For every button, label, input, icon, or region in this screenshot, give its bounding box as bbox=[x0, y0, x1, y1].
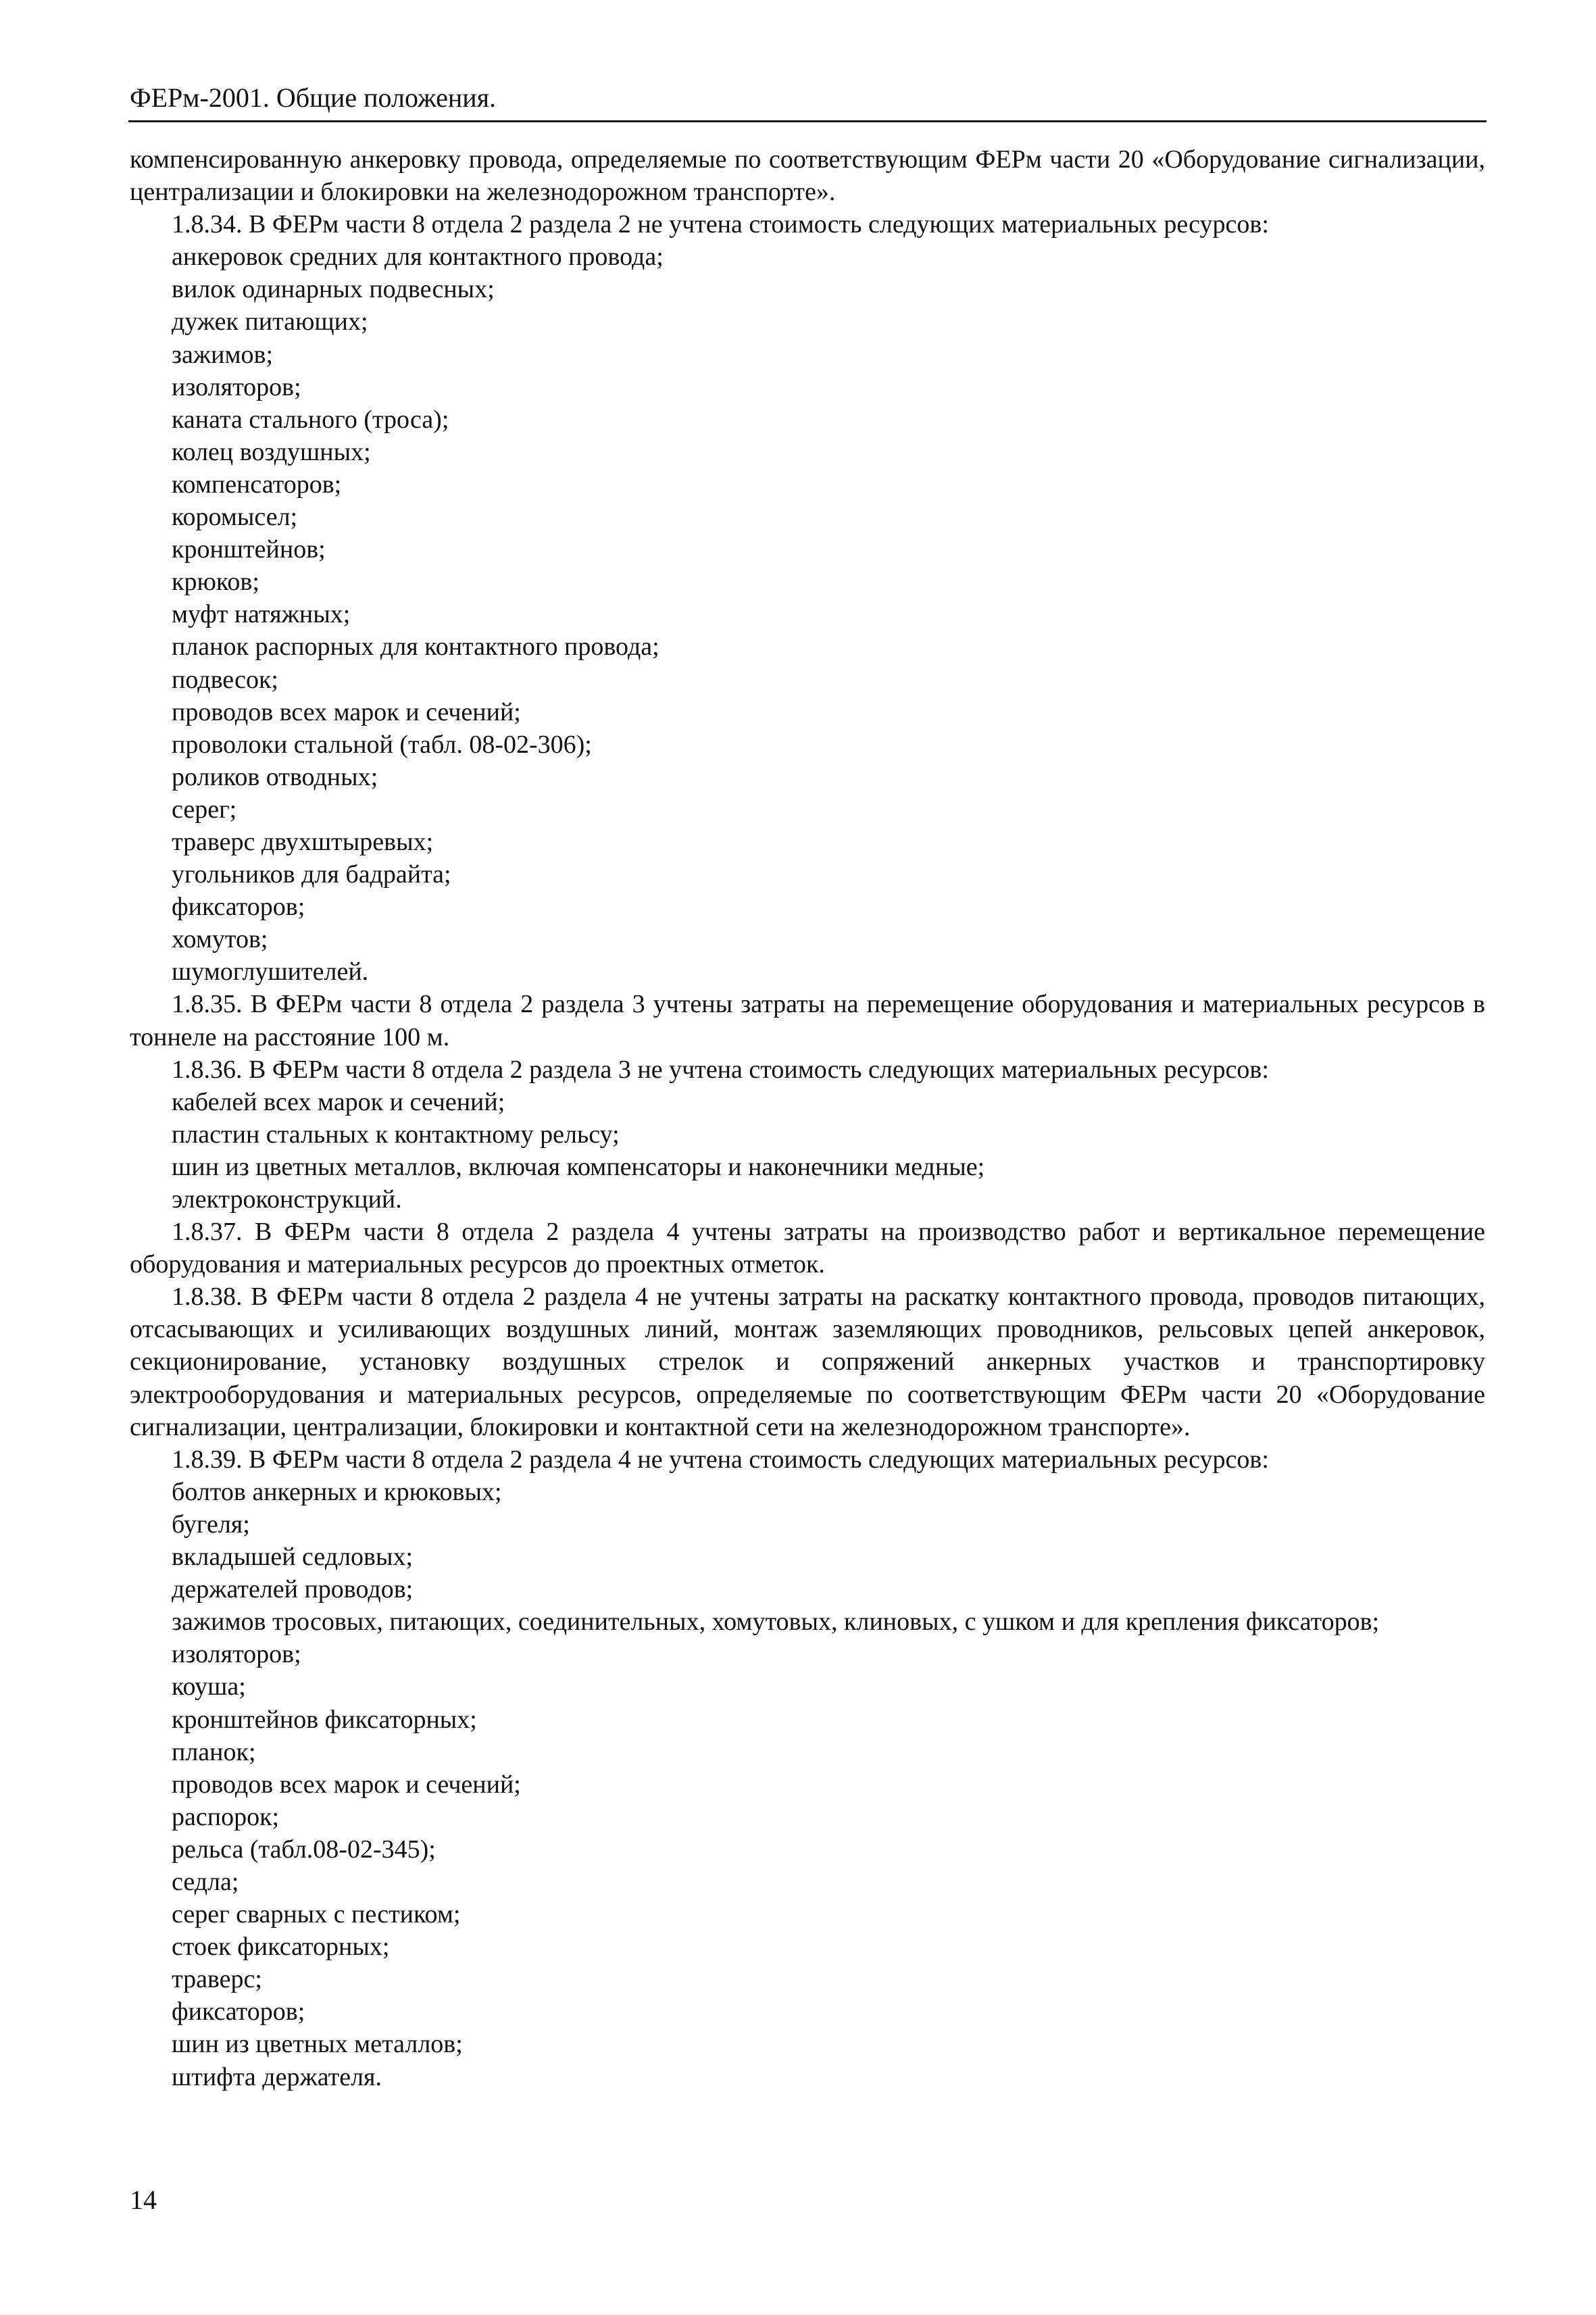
list-item: держателей проводов; bbox=[172, 1575, 414, 1604]
list-item: рельса (табл.08-02-345); bbox=[172, 1835, 436, 1864]
clause-1-8-37: 1.8.37. В ФЕРм части 8 отдела 2 раздела 4 учтены затраты на производство работ и вертикальное перемещение оборудования и материальных ресурсов до проектных отметок. bbox=[130, 1218, 1485, 1279]
list-item: шумоглушителей. bbox=[172, 957, 369, 987]
list-item: проводов всех марок и сечений; bbox=[172, 697, 521, 726]
list-item: планок распорных для контактного провода; bbox=[172, 632, 659, 662]
list-item: траверс двухштыревых; bbox=[172, 827, 434, 856]
list-item: вилок одинарных подвесных; bbox=[172, 275, 495, 304]
list-item: изоляторов; bbox=[172, 1640, 301, 1669]
clause-1-8-38: 1.8.38. В ФЕРм части 8 отдела 2 раздела 4 не учтены затраты на раскатку контактного провода, проводов питающих, отсасывающих и усиливающих воздушных линий, монтаж заземляющих проводников, рельсовых цепей анкеровок, секционирование, установку воздушных стрелок и сопряжений анкерных участков и транспортировку электрооборудования и материальных ресурсов, определяемые по соответствующим ФЕРм части 20 «Оборудование сигнализации, централизации, блокировки и контактной сети на железнодорожном транспорте». bbox=[130, 1283, 1485, 1441]
list-item: проводов всех марок и сечений; bbox=[172, 1770, 521, 1799]
list-item: распорок; bbox=[172, 1802, 280, 1831]
list-item: анкеровок средних для контактного провода; bbox=[172, 243, 664, 272]
clause-1-8-35: 1.8.35. В ФЕРм части 8 отдела 2 раздела 3 учтены затраты на перемещение оборудования и материальных ресурсов в тоннеле на расстояние 100 м. bbox=[130, 990, 1485, 1051]
clause-1-8-34: 1.8.34. В ФЕРм части 8 отдела 2 раздела 2 не учтена стоимость следующих материальных ресурсов: bbox=[172, 210, 1269, 239]
list-item: болтов анкерных и крюковых; bbox=[172, 1477, 502, 1506]
list-item: муфт натяжных; bbox=[172, 600, 351, 629]
list-item-wrapped: зажимов тросовых, питающих, соединительных, хомутовых, клиновых, с ушком и для крепления фиксаторов; bbox=[172, 1608, 1380, 1637]
page-body bbox=[130, 143, 1485, 2093]
list-item: бугеля; bbox=[172, 1510, 250, 1539]
clause-1-8-36: 1.8.36. В ФЕРм части 8 отдела 2 раздела 3 не учтена стоимость следующих материальных ресурсов: bbox=[172, 1055, 1269, 1084]
list-item: серег; bbox=[172, 795, 237, 824]
list-item: стоек фиксаторных; bbox=[172, 1933, 390, 1962]
list-item: шин из цветных металлов, включая компенсаторы и наконечники медные; bbox=[172, 1152, 985, 1181]
list-item: фиксаторов; bbox=[172, 893, 305, 922]
list-item: колец воздушных; bbox=[172, 437, 371, 466]
list-item: подвесок; bbox=[172, 665, 278, 694]
list-item: пластин стальных к контактному рельсу; bbox=[172, 1120, 620, 1149]
list-item: кронштейнов фиксаторных; bbox=[172, 1705, 477, 1734]
list-item: коромысел; bbox=[172, 503, 298, 532]
list-item: зажимов; bbox=[172, 340, 274, 369]
list-item: седла; bbox=[172, 1867, 239, 1896]
list-item: угольников для бадрайта; bbox=[172, 860, 451, 889]
running-header: ФЕРм-2001. Общие положения. bbox=[130, 82, 497, 113]
page-number: 14 bbox=[130, 2185, 157, 2215]
header-rule bbox=[128, 120, 1487, 122]
list-item: каната стального (троса); bbox=[172, 405, 449, 434]
list-item: шин из цветных металлов; bbox=[172, 2030, 463, 2059]
list-item: кронштейнов; bbox=[172, 535, 326, 564]
clause-1-8-39-list bbox=[130, 1476, 1485, 2093]
list-item: дужек питающих; bbox=[172, 307, 368, 337]
intro-paragraph: компенсированную анкеровку провода, определяемые по соответствующим ФЕРм части 20 «Оборудование сигнализации, централизации и блокировки на железнодорожном транспорте». bbox=[130, 145, 1485, 207]
list-item: фиксаторов; bbox=[172, 1997, 305, 2026]
list-item: проволоки стальной (табл. 08-02-306); bbox=[172, 730, 592, 759]
list-item: планок; bbox=[172, 1737, 256, 1766]
clause-1-8-36-list bbox=[130, 1086, 1485, 1216]
list-item: изоляторов; bbox=[172, 372, 301, 401]
list-item: коуша; bbox=[172, 1672, 246, 1701]
list-item: кабелей всех марок и сечений; bbox=[172, 1087, 505, 1116]
list-item: роликов отводных; bbox=[172, 762, 378, 791]
list-item: траверс; bbox=[172, 1965, 262, 1994]
clause-1-8-39: 1.8.39. В ФЕРм части 8 отдела 2 раздела 4 не учтена стоимость следующих материальных ресурсов: bbox=[172, 1445, 1269, 1474]
list-item: штифта держателя. bbox=[172, 2062, 382, 2091]
list-item: хомутов; bbox=[172, 925, 268, 954]
list-item: серег сварных с пестиком; bbox=[172, 1900, 461, 1929]
list-item: вкладышей седловых; bbox=[172, 1543, 414, 1572]
clause-1-8-34-list bbox=[130, 241, 1485, 988]
list-item: электроконструкций. bbox=[172, 1185, 402, 1214]
list-item: крюков; bbox=[172, 568, 259, 597]
list-item: компенсаторов; bbox=[172, 470, 342, 499]
